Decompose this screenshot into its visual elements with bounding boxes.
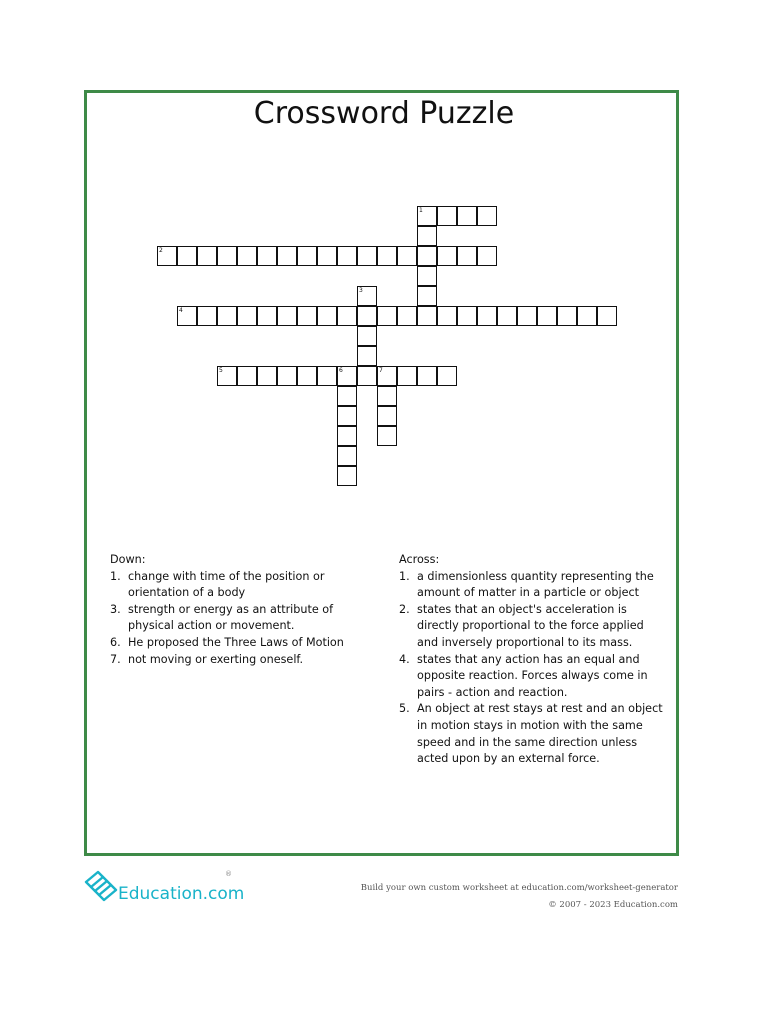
clue-number: 7 xyxy=(379,367,383,374)
crossword-cell[interactable] xyxy=(357,246,377,266)
page-title: Crossword Puzzle xyxy=(253,96,515,131)
crossword-cell[interactable] xyxy=(357,366,377,386)
crossword-cell[interactable] xyxy=(477,246,497,266)
crossword-cell[interactable] xyxy=(397,306,417,326)
crossword-cell[interactable] xyxy=(477,306,497,326)
down-clue: 6. He proposed the Three Laws of Motion xyxy=(110,635,344,649)
crossword-cell[interactable] xyxy=(597,306,617,326)
crossword-cell[interactable] xyxy=(257,246,277,266)
across-clue: 1. a dimensionless quantity representing the amount of matter in a particle or object xyxy=(399,569,654,600)
crossword-cell[interactable] xyxy=(337,446,357,466)
clue-number: 5 xyxy=(219,367,223,374)
crossword-cell[interactable] xyxy=(397,246,417,266)
crossword-cell[interactable] xyxy=(457,246,477,266)
clue-number: 1 xyxy=(419,207,423,214)
crossword-cell[interactable] xyxy=(237,246,257,266)
down-clue: 7. not moving or exerting oneself. xyxy=(110,652,304,666)
crossword-cell[interactable] xyxy=(477,206,497,226)
clue-number: 2 xyxy=(159,247,163,254)
crossword-cell[interactable] xyxy=(197,246,217,266)
crossword-cell[interactable] xyxy=(337,426,357,446)
crossword-cell[interactable] xyxy=(237,306,257,326)
across-clue: 4. states that any action has an equal and opposite reaction. Forces always come in pairs - action and reaction. xyxy=(399,652,648,699)
crossword-cell[interactable] xyxy=(337,246,357,266)
crossword-cell[interactable] xyxy=(397,366,417,386)
crossword-cell[interactable] xyxy=(257,306,277,326)
crossword-cell[interactable] xyxy=(297,246,317,266)
crossword-cell[interactable] xyxy=(517,306,537,326)
crossword-cell[interactable] xyxy=(337,306,357,326)
registered-mark: ® xyxy=(225,870,232,878)
clue-number: 4 xyxy=(179,307,183,314)
crossword-cell[interactable] xyxy=(297,366,317,386)
education-logo-icon[interactable] xyxy=(82,868,122,908)
crossword-cell[interactable] xyxy=(337,466,357,486)
down-clues xyxy=(110,552,360,668)
crossword-cell[interactable] xyxy=(337,406,357,426)
crossword-cell[interactable] xyxy=(437,206,457,226)
crossword-cell[interactable] xyxy=(577,306,597,326)
crossword-cell[interactable] xyxy=(457,206,477,226)
crossword-cell[interactable] xyxy=(357,326,377,346)
crossword-cell[interactable] xyxy=(437,246,457,266)
across-heading: Across: xyxy=(399,553,440,566)
crossword-cell[interactable] xyxy=(437,366,457,386)
crossword-cell[interactable] xyxy=(417,286,437,306)
crossword-cell[interactable] xyxy=(497,306,517,326)
crossword-cell[interactable] xyxy=(277,306,297,326)
crossword-cell[interactable] xyxy=(417,306,437,326)
crossword-cell[interactable] xyxy=(197,306,217,326)
brand-name[interactable]: Education.com xyxy=(118,884,245,904)
crossword-cell[interactable] xyxy=(377,386,397,406)
crossword-cell[interactable] xyxy=(377,426,397,446)
crossword-cell[interactable] xyxy=(537,306,557,326)
crossword-cell[interactable] xyxy=(437,306,457,326)
across-clue: 5. An object at rest stays at rest and an object in motion stays in motion with the same speed and in the same direction unless acted upon by an external force. xyxy=(399,702,663,766)
crossword-cell[interactable] xyxy=(417,366,437,386)
crossword-cell[interactable] xyxy=(277,246,297,266)
copyright: © 2007 - 2023 Education.com xyxy=(548,900,678,910)
across-clues xyxy=(399,552,664,768)
crossword-cell[interactable] xyxy=(337,386,357,406)
crossword-cell[interactable] xyxy=(277,366,297,386)
crossword-cell[interactable] xyxy=(217,306,237,326)
crossword-cell[interactable] xyxy=(417,226,437,246)
across-clue: 2. states that an object's acceleration is directly proportional to the force applied and inversely proportional to its mass. xyxy=(399,602,644,649)
down-heading: Down: xyxy=(110,553,146,566)
crossword-cell[interactable] xyxy=(377,246,397,266)
build-worksheet-link[interactable]: Build your own custom worksheet at education.com/worksheet-generator xyxy=(360,883,678,893)
crossword-cell[interactable] xyxy=(377,406,397,426)
crossword-cell[interactable] xyxy=(417,266,437,286)
crossword-cell[interactable] xyxy=(317,366,337,386)
crossword-cell[interactable] xyxy=(257,366,277,386)
crossword-cell[interactable] xyxy=(297,306,317,326)
crossword-cell[interactable] xyxy=(457,306,477,326)
crossword-cell[interactable] xyxy=(377,306,397,326)
crossword-cell[interactable] xyxy=(317,306,337,326)
crossword-cell[interactable] xyxy=(417,246,437,266)
down-clue: 3. strength or energy as an attribute of physical action or movement. xyxy=(110,602,334,633)
clue-number: 3 xyxy=(359,287,363,294)
clue-number: 6 xyxy=(339,367,343,374)
down-clue: 1. change with time of the position or orientation of a body xyxy=(110,569,325,600)
crossword-cell[interactable] xyxy=(357,346,377,366)
crossword-cell[interactable] xyxy=(557,306,577,326)
crossword-cell[interactable] xyxy=(237,366,257,386)
crossword-cell[interactable] xyxy=(357,306,377,326)
crossword-cell[interactable] xyxy=(217,246,237,266)
crossword-cell[interactable] xyxy=(177,246,197,266)
crossword-cell[interactable] xyxy=(317,246,337,266)
